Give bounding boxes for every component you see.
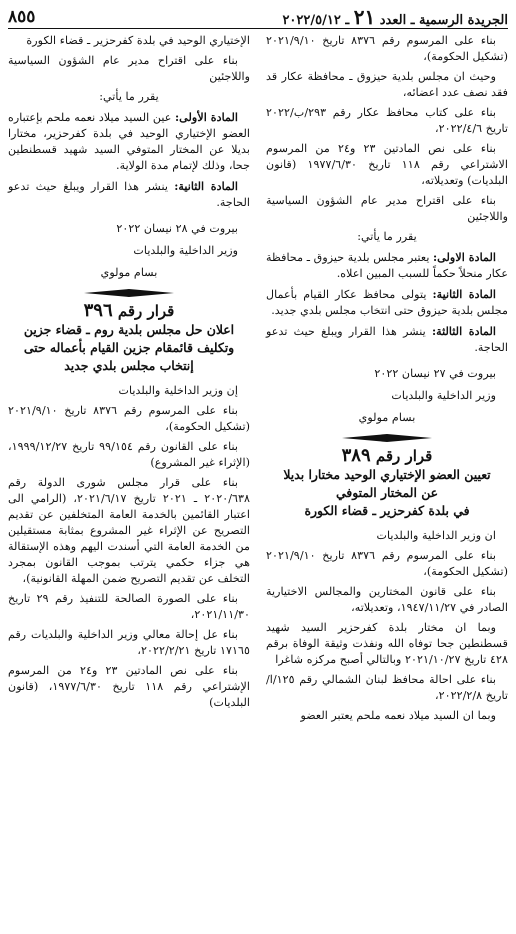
- signature-date: بيروت في ٢٨ نيسان ٢٠٢٢: [116, 222, 238, 235]
- article-text: يتولى محافظ عكار القيام بأعمال مجلس بلدية حيزوق حتى انتخاب مجلس بلدي جديد.: [266, 288, 508, 317]
- article-1: [266, 249, 508, 282]
- right-column: [266, 33, 508, 728]
- signature-date: بيروت في ٢٧ نيسان ٢٠٢٢: [374, 367, 496, 380]
- page-number: ٨٥٥: [8, 7, 36, 27]
- decision-number: ٣٨٩: [341, 445, 371, 466]
- paragraph: بناء على القانون رقم ٩٩/١٥٤ تاريخ ١٩٩٩/١٢/٢٧، (الإثراء غير المشروع): [8, 440, 250, 469]
- decision-title: [8, 300, 250, 321]
- resolves-heading: يقرر ما يأتي:: [99, 90, 159, 103]
- paragraph: بناء على المرسوم رقم ٨٣٧٦ تاريخ ٢٠٢١/٩/١٠ (تشكيل الحكومة)،: [8, 404, 250, 433]
- paragraph: وحيث ان مجلس بلدية حيزوق ـ محافظة عكار قد فقد نصف عدد اعضائه،: [266, 70, 508, 99]
- paragraph: بناء على قانون المختارين والمجالس الاختيارية الصادر في ١٩٤٧/١١/٢٧، وتعديلاته،: [266, 585, 508, 614]
- resolves-heading: يقرر ما يأتي:: [357, 230, 417, 243]
- paragraph: بناء على نص المادتين ٢٣ و٢٤ من المرسوم الإشتراعي رقم ١١٨ تاريخ ١٩٧٧/٦/٣٠، (قانون البلديات): [8, 664, 251, 709]
- paragraph: بناء على المرسوم رقم ٨٣٧٦ تاريخ ٢٠٢١/٩/١٠ (تشكيل الحكومة)،: [266, 549, 508, 578]
- decision-number: ٣٩٦: [83, 300, 113, 321]
- paragraph: بناء على كتاب محافظ عكار رقم ٢٩٣/ب/٢٠٢٢ تاريخ ٢٠٢٢/٤/٦،: [266, 106, 508, 135]
- gazette-name: الجريدة الرسمية ـ العدد: [379, 13, 508, 28]
- article-3: [266, 323, 508, 356]
- article-1: [8, 109, 250, 174]
- page-columns: [8, 33, 508, 728]
- signature-name: بسام مولوي: [100, 266, 158, 279]
- article-text: عين السيد ميلاد نعمه ملحم بإعتباره العضو الإختياري الوحيد في بلدة كفرحزير، مختارا بديلا عن المختار المتوفي السيد شهيد قسطنطين جحا، وذلك لإتمام مدة الولاية.: [8, 111, 250, 172]
- separator-line: [84, 289, 174, 297]
- paragraph: بناء على الصورة الصالحة للتنفيذ رقم ٢٩ تاريخ ٢٠٢١/١١/٣٠،: [8, 592, 250, 621]
- signature-name: بسام مولوي: [358, 411, 416, 424]
- decision-label: قرار رقم: [117, 302, 175, 320]
- separator-line: [342, 434, 432, 442]
- subject-line: عن المختار المتوفي: [335, 485, 439, 500]
- issue-date: ـ ٢٠٢٢/٥/١٢: [282, 13, 350, 28]
- signature-block: [8, 221, 250, 281]
- decision-subject: [266, 466, 508, 520]
- paragraph: بناء على المرسوم رقم ٨٣٧٦ تاريخ ٢٠٢١/٩/١٠ (تشكيل الحكومة)،: [266, 34, 508, 63]
- paragraph: بناء على نص المادتين ٢٣ و٢٤ من المرسوم الاشتراعي رقم ١١٨ تاريخ ١٩٧٧/٦/٣٠ (قانون البلديات) وتعديلاته،: [266, 142, 508, 187]
- paragraph: إن وزير الداخلية والبلديات: [118, 384, 238, 397]
- article-label: المادة الاولى:: [433, 250, 496, 264]
- signature-title: وزير الداخلية والبلديات: [391, 389, 496, 402]
- article-text: ينشر هذا القرار ويبلغ حيث تدعو الحاجة.: [266, 325, 508, 354]
- paragraph: وبما ان السيد ميلاد نعمه ملحم يعتبر العضو: [300, 709, 496, 722]
- article-label: المادة الأولى:: [175, 110, 238, 124]
- decision-label: قرار رقم: [375, 447, 433, 465]
- signature-block: [266, 366, 508, 426]
- paragraph: بناء على قرار مجلس شورى الدولة رقم ٢٠٢٠/٦٣٨ ـ ٢٠٢١ تاريخ ٢٠٢١/٦/١٧، (الرامي الى اعتبار القائمين بالخدمة العامة المتخلفين عن تقديم التصريح عن الإثراء غير المشروع بمثابة مستقيلين من الخدمة العامة التي أسندت اليهم وهذه الإستقالة هي جزاء حكمي يترتب بموجب القانون بمجرد التخلف عن تقديم التصريح ضمن المهلة القانونية)،: [8, 476, 251, 585]
- paragraph: الإختياري الوحيد في بلدة كفرحزير ـ قضاء الكورة: [26, 34, 250, 47]
- article-text: ينشر هذا القرار ويبلغ حيث تدعو الحاجة.: [8, 180, 250, 209]
- paragraph: بناء على احالة محافظ لبنان الشمالي رقم ١٢٥/ا/ تاريخ ٢٠٢٢/٢/٨،: [266, 673, 508, 702]
- subject-line: تعيين العضو الإختياري الوحيد مختارا بديلا: [283, 467, 491, 482]
- issue-number: ٢١: [353, 5, 376, 29]
- page-header: [8, 6, 508, 29]
- paragraph: بناء على اقتراح مدير عام الشؤون السياسية واللاجئين: [266, 194, 508, 223]
- article-label: المادة الثالثة:: [431, 324, 496, 338]
- paragraph: بناء على اقتراح مدير عام الشؤون السياسية واللاجئين: [8, 54, 250, 83]
- decision-subject: اعلان حل مجلس بلدية روم ـ قضاء جزين وتكليف قائمقام جزين القيام بأعماله حتى إنتخاب مجلس بلدي جديد: [23, 322, 235, 373]
- article-label: المادة الثانية:: [174, 179, 238, 193]
- article-text: يعتبر مجلس بلدية حيزوق ـ محافظة عكار منحلاً حكماً للسبب المبين اعلاه.: [266, 251, 508, 280]
- left-column: [8, 33, 250, 728]
- article-label: المادة الثانية:: [432, 287, 496, 301]
- paragraph: وبما ان مختار بلدة كفرحزير السيد شهيد قسطنطين جحا توفاه الله ونفذت وثيقة الوفاة برقم ٤٢٨ تاريخ ٢٠٢١/١٠/٢٧ وبالتالي أصبح مركزه شاغرا: [266, 621, 508, 666]
- section-separator: [8, 289, 250, 297]
- article-2: [8, 178, 250, 211]
- paragraph: بناء عل إحالة معالي وزير الداخلية والبلديات رقم ١٧١٦٥ تاريخ ٢٠٢٢/٢/٢١،: [8, 628, 250, 657]
- subject-line: في بلدة كفرحزير ـ قضاء الكورة: [304, 503, 470, 518]
- article-2: [266, 286, 508, 319]
- section-separator: [266, 434, 508, 442]
- signature-title: وزير الداخلية والبلديات: [133, 244, 238, 257]
- decision-title: [266, 445, 508, 466]
- gazette-title: [282, 5, 508, 29]
- paragraph: ان وزير الداخلية والبلديات: [376, 529, 496, 542]
